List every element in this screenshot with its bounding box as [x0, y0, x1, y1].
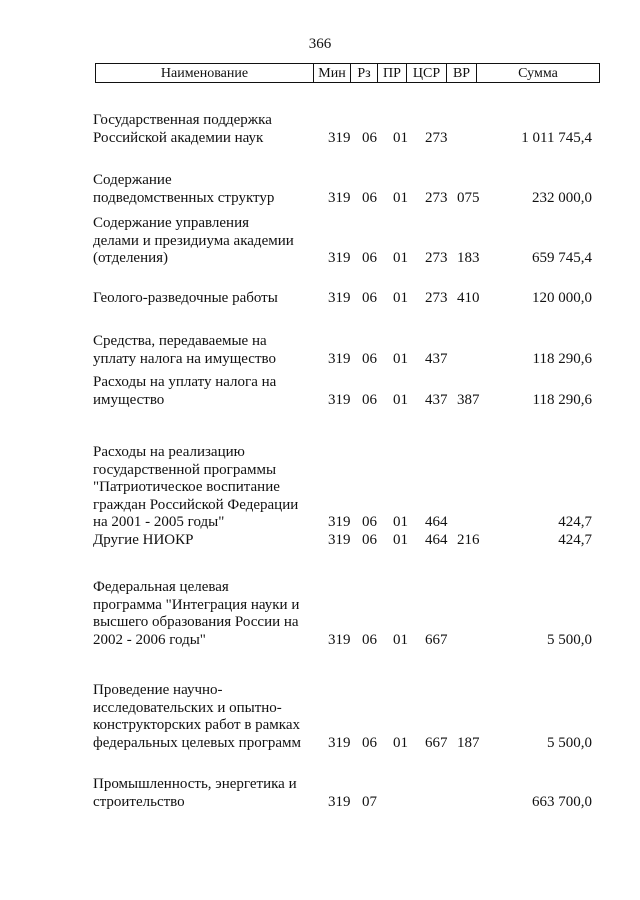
row-name-line: Проведение научно-: [93, 682, 223, 698]
column-header-name: Наименование: [96, 64, 314, 82]
cell-rz: 06: [362, 250, 377, 266]
row-name: [93, 290, 315, 308]
column-header-rz: Рз: [351, 64, 378, 82]
cell-csr: 464: [425, 514, 448, 530]
cell-rz: 06: [362, 514, 377, 530]
row-name-line: уплату налога на имущество: [93, 350, 276, 367]
row-name-line: высшего образования России на: [93, 614, 299, 630]
cell-min: 319: [328, 734, 351, 751]
row-name: [93, 333, 315, 368]
cell-min: 319: [328, 391, 351, 408]
cell-min: 319: [328, 793, 351, 810]
cell-sum: 5 500,0: [547, 631, 592, 648]
cell-min: 319: [328, 290, 351, 306]
cell-pr: 01: [393, 514, 408, 530]
cell-sum: 424,7: [558, 532, 592, 548]
row-name-line: исследовательских и опытно-: [93, 699, 282, 716]
cell-pr: 01: [393, 391, 408, 408]
cell-sum: 5 500,0: [547, 734, 592, 751]
cell-min: 319: [328, 631, 351, 648]
table-header: [95, 63, 600, 83]
cell-vr: 183: [457, 250, 480, 266]
row-name-line: Российской академии наук: [93, 129, 264, 146]
cell-rz: 07: [362, 793, 377, 810]
column-header-sum: Сумма: [518, 66, 558, 81]
cell-pr: 01: [393, 532, 408, 548]
row-name-line: делами и президиума академии: [93, 232, 294, 249]
cell-rz: 06: [362, 391, 377, 408]
cell-pr: 01: [393, 290, 408, 306]
cell-vr: 187: [457, 734, 480, 751]
row-name-line: 2002 - 2006 годы": [93, 631, 206, 648]
cell-csr: 273: [425, 250, 448, 266]
row-name-line: программа "Интеграция науки и: [93, 596, 300, 613]
cell-sum: 120 000,0: [532, 290, 592, 306]
cell-pr: 01: [393, 734, 408, 751]
cell-csr: 437: [425, 391, 448, 408]
cell-vr: 410: [457, 290, 480, 306]
cell-sum: 659 745,4: [532, 250, 592, 266]
column-header-vr: ВР: [447, 64, 477, 82]
row-name: [93, 579, 315, 649]
cell-rz: 06: [362, 734, 377, 751]
row-name-line: Содержание: [93, 172, 172, 188]
row-name-line: Государственная поддержка: [93, 112, 272, 128]
row-name: [93, 776, 315, 811]
row-name: [93, 112, 315, 147]
cell-sum: 1 011 745,4: [521, 129, 592, 146]
cell-min: 319: [328, 189, 351, 206]
cell-csr: 667: [425, 734, 448, 751]
cell-csr: 273: [425, 129, 448, 146]
row-name-line: граждан Российской Федерации: [93, 496, 299, 513]
column-header-csr: ЦСР: [407, 64, 447, 82]
row-name-line: государственной программы: [93, 461, 277, 478]
row-name: [93, 532, 315, 550]
cell-rz: 06: [362, 189, 377, 206]
cell-rz: 06: [362, 129, 377, 146]
row-name: [93, 215, 315, 268]
row-name: [93, 172, 315, 207]
cell-csr: 273: [425, 189, 448, 206]
row-name-line: Расходы на реализацию: [93, 444, 245, 460]
row-name-line: Содержание управления: [93, 215, 250, 231]
cell-pr: 01: [393, 631, 408, 648]
row-name-line: Средства, передаваемые на: [93, 333, 267, 349]
cell-min: 319: [328, 350, 351, 367]
cell-vr: 216: [457, 532, 480, 548]
cell-min: 319: [328, 250, 351, 266]
column-header-min: Мин: [314, 64, 351, 82]
page-number: 366: [308, 36, 332, 52]
cell-vr: 075: [457, 189, 480, 206]
row-name-line: "Патриотическое воспитание: [93, 479, 280, 495]
cell-min: 319: [328, 532, 351, 548]
row-name-line: Геолого-разведочные работы: [93, 290, 278, 306]
cell-csr: 667: [425, 631, 448, 648]
cell-rz: 06: [362, 350, 377, 367]
cell-sum: 118 290,6: [532, 391, 592, 408]
row-name-line: конструкторских работ в рамках: [93, 717, 301, 733]
cell-rz: 06: [362, 631, 377, 648]
cell-sum: 424,7: [558, 514, 592, 530]
cell-pr: 01: [393, 250, 408, 266]
row-name: [93, 682, 315, 752]
row-name-line: (отделения): [93, 250, 169, 266]
row-name-line: Федеральная целевая: [93, 579, 229, 595]
cell-pr: 01: [393, 129, 408, 146]
row-name-line: имущество: [93, 391, 165, 408]
cell-vr: 387: [457, 391, 480, 408]
column-header-pr: ПР: [378, 64, 407, 82]
cell-csr: 437: [425, 350, 448, 367]
cell-csr: 464: [425, 532, 448, 548]
cell-sum: 118 290,6: [532, 350, 592, 367]
cell-pr: 01: [393, 350, 408, 367]
cell-min: 319: [328, 514, 351, 530]
cell-rz: 06: [362, 290, 377, 306]
cell-csr: 273: [425, 290, 448, 306]
cell-pr: 01: [393, 189, 408, 206]
cell-min: 319: [328, 129, 351, 146]
row-name-line: строительство: [93, 793, 185, 810]
cell-sum: 663 700,0: [532, 793, 592, 810]
cell-sum: 232 000,0: [532, 189, 592, 206]
row-name: [93, 444, 315, 532]
row-name-line: Расходы на уплату налога на: [93, 374, 277, 390]
row-name-line: Промышленность, энергетика и: [93, 776, 297, 792]
row-name-line: подведомственных структур: [93, 189, 275, 206]
row-name-line: на 2001 - 2005 годы": [93, 514, 225, 530]
row-name-line: Другие НИОКР: [93, 532, 194, 548]
row-name-line: федеральных целевых программ: [93, 734, 302, 751]
cell-rz: 06: [362, 532, 377, 548]
row-name: [93, 374, 315, 409]
